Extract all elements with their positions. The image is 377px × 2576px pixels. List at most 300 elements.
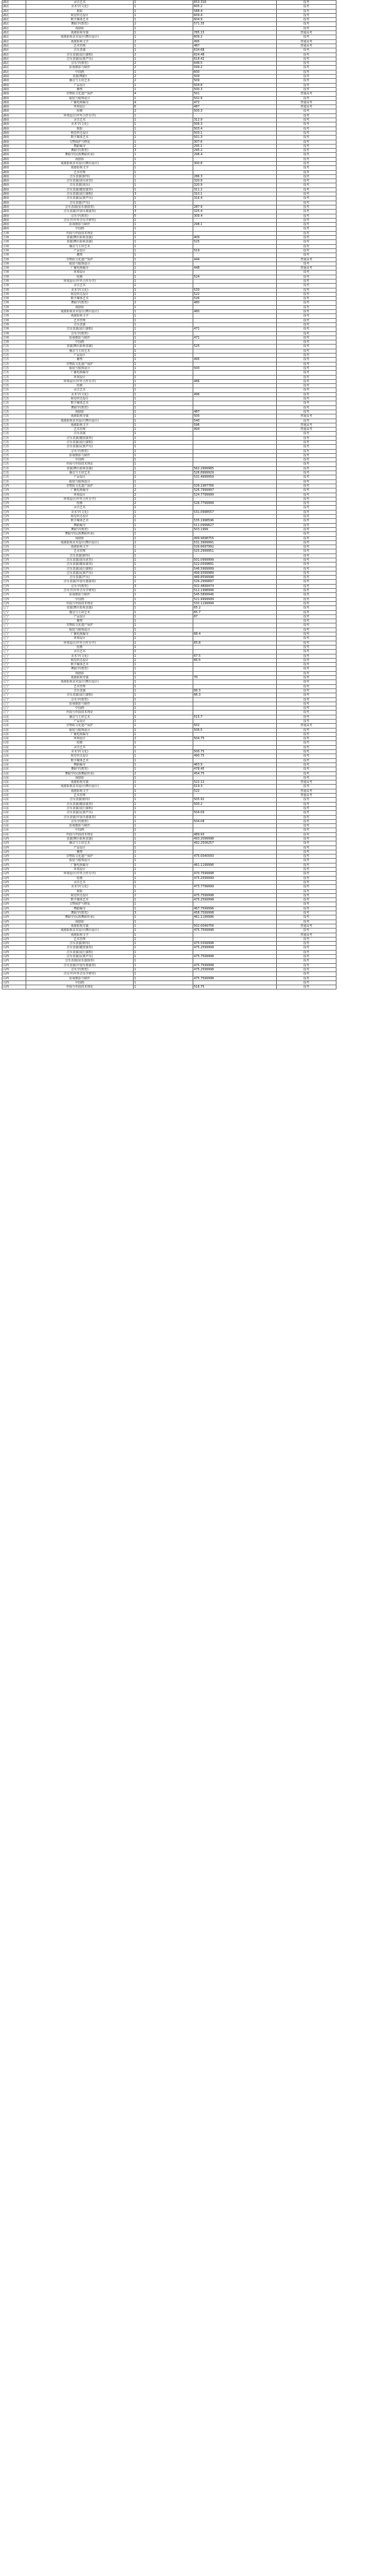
score-cell: 649.5 xyxy=(193,62,277,66)
admission-type-cell: 投考 xyxy=(277,236,336,240)
province-cell: 湖北 xyxy=(2,44,26,48)
major-cell: 表演(舞蹈) xyxy=(26,75,134,79)
quota-cell: 1 xyxy=(134,676,193,680)
major-cell: 戏剧影 xyxy=(26,26,134,30)
score-cell: 609.4 xyxy=(193,13,277,17)
table-row xyxy=(2,584,336,588)
score-cell: 609.2 xyxy=(193,35,277,39)
quota-cell: 1 xyxy=(134,183,193,187)
province-cell: 山东 xyxy=(2,815,26,819)
province-cell: 山东 xyxy=(2,828,26,832)
major-cell: 非物质文化遗产保护 xyxy=(26,362,134,366)
quota-cell: 1 xyxy=(134,70,193,74)
admission-type-cell: 普通高考 xyxy=(277,794,336,798)
quota-cell: 1 xyxy=(134,136,193,140)
admission-type-cell: 投考 xyxy=(277,462,336,466)
major-cell: 戏剧影 xyxy=(26,305,134,309)
score-cell: 525 xyxy=(193,240,277,244)
table-row xyxy=(2,340,336,345)
major-cell: 戏剧影视文学 xyxy=(26,314,134,318)
admission-type-cell: 投考 xyxy=(277,136,336,140)
score-cell: 475.7599998 xyxy=(193,963,277,967)
score-cell: 67 xyxy=(193,614,277,619)
quota-cell: 1 xyxy=(134,358,193,362)
table-row xyxy=(2,18,336,22)
score-cell xyxy=(193,458,277,462)
table-row xyxy=(2,39,336,44)
table-row xyxy=(2,794,336,798)
admission-type-cell: 投考 xyxy=(277,192,336,196)
admission-type-cell: 投考 xyxy=(277,270,336,275)
table-row xyxy=(2,336,336,340)
province-cell: 辽宁 xyxy=(2,632,26,637)
table-row xyxy=(2,405,336,410)
admission-type-cell: 投考 xyxy=(277,453,336,457)
admission-type-cell: 投考 xyxy=(277,819,336,823)
quota-cell: 5 xyxy=(134,214,193,218)
score-cell: 653.316 xyxy=(193,1,277,5)
quota-cell: 1 xyxy=(134,310,193,314)
admission-type-cell: 投考 xyxy=(277,218,336,222)
quota-cell: 1 xyxy=(134,929,193,933)
province-cell: 山西 xyxy=(2,837,26,841)
table-row xyxy=(2,484,336,488)
quota-cell: 1 xyxy=(134,767,193,771)
table-row xyxy=(2,754,336,758)
quota-cell: 1 xyxy=(134,920,193,924)
admission-type-cell: 投考 xyxy=(277,715,336,719)
quota-cell: 1 xyxy=(134,266,193,270)
table-row xyxy=(2,510,336,514)
table-row xyxy=(2,192,336,196)
province-cell: 吉林 xyxy=(2,257,26,262)
major-cell: 播音与主持艺术 xyxy=(26,715,134,719)
quota-cell: 1 xyxy=(134,732,193,736)
admission-type-cell: 投考 xyxy=(277,479,336,484)
table-row xyxy=(2,641,336,645)
score-cell xyxy=(193,462,277,466)
major-cell: 环境设计(中外合作办学) xyxy=(26,641,134,645)
province-cell: 吉林 xyxy=(2,318,26,322)
admission-type-cell: 投考 xyxy=(277,946,336,950)
admission-type-cell: 投考 xyxy=(277,732,336,736)
table-row xyxy=(2,183,336,187)
score-cell: 475.2599999 xyxy=(193,876,277,880)
major-cell: 戏剧影 xyxy=(26,157,134,161)
admission-type-cell: 投考 xyxy=(277,248,336,253)
quota-cell: 1 xyxy=(134,549,193,554)
province-cell: 江苏 xyxy=(2,445,26,449)
score-cell xyxy=(193,741,277,745)
score-cell xyxy=(193,388,277,392)
province-cell: 湖南 xyxy=(2,161,26,165)
quota-cell: 1 xyxy=(134,837,193,841)
major-cell: 环境设计(中外合作办学) xyxy=(26,872,134,876)
score-cell xyxy=(193,619,277,623)
score-cell: 475.5599998 xyxy=(193,942,277,946)
table-row xyxy=(2,279,336,284)
quota-cell: 1 xyxy=(134,96,193,100)
admission-type-cell: 投考 xyxy=(277,637,336,641)
score-cell: 490.75 xyxy=(193,754,277,758)
major-cell: 环境设计 xyxy=(26,637,134,641)
major-cell: 艺术管理 xyxy=(26,549,134,554)
province-cell: 山西 xyxy=(2,902,26,906)
province-cell: 山东 xyxy=(2,724,26,728)
quota-cell: 1 xyxy=(134,758,193,763)
major-cell: 舞蹈学(教育) xyxy=(26,405,134,410)
score-cell: 531.4999959 xyxy=(193,475,277,479)
province-cell: 山西 xyxy=(2,876,26,880)
quota-cell: 1 xyxy=(134,688,193,693)
quota-cell: 1 xyxy=(134,423,193,427)
table-row xyxy=(2,131,336,135)
admission-type-cell: 投考 xyxy=(277,506,336,510)
score-cell: 310.1 xyxy=(193,192,277,196)
table-row xyxy=(2,554,336,558)
quota-cell: 1 xyxy=(134,724,193,728)
score-cell: 535.1998596 xyxy=(193,519,277,523)
province-cell: 湖南 xyxy=(2,149,26,153)
admission-type-cell: 投考 xyxy=(277,244,336,248)
score-cell: 522 xyxy=(193,789,277,793)
major-cell: 艺术管理 xyxy=(26,937,134,941)
admission-type-cell: 投考 xyxy=(277,288,336,292)
quota-cell: 1 xyxy=(134,562,193,567)
admission-type-cell: 投考 xyxy=(277,798,336,802)
major-cell: 中国画 xyxy=(26,340,134,345)
province-cell: 山东 xyxy=(2,824,26,828)
quota-cell: 1 xyxy=(134,619,193,623)
score-cell: 604.9 xyxy=(193,18,277,22)
major-cell: 舞蹈学(民族舞蹈传承) xyxy=(26,771,134,776)
table-row xyxy=(2,166,336,170)
province-cell: 湖南 xyxy=(2,131,26,135)
score-cell xyxy=(193,732,277,736)
admission-type-cell: 投考 xyxy=(277,305,336,309)
quota-cell: 1 xyxy=(134,279,193,284)
admission-type-cell: 投考 xyxy=(277,554,336,558)
score-cell xyxy=(193,937,277,941)
major-cell: 录音艺术 xyxy=(26,880,134,884)
major-cell: 视觉传达设计 xyxy=(26,893,134,897)
province-cell: 辽宁 xyxy=(2,697,26,702)
table-row xyxy=(2,545,336,549)
table-row xyxy=(2,789,336,793)
major-cell: 舞蹈学(教育) xyxy=(26,527,134,531)
quota-cell: 2 xyxy=(134,540,193,545)
major-cell: 音乐表演(键盘演奏) xyxy=(26,436,134,440)
quota-cell: 1 xyxy=(134,196,193,201)
quota-cell: 1 xyxy=(134,780,193,785)
score-cell: 454.75 xyxy=(193,771,277,776)
score-cell: 499.9698755 xyxy=(193,536,277,540)
quota-cell: 1 xyxy=(134,458,193,462)
score-cell: 500 xyxy=(193,414,277,419)
quota-cell: 1 xyxy=(134,318,193,322)
score-cell xyxy=(193,824,277,828)
province-cell: 吉林 xyxy=(2,292,26,296)
major-cell: 音乐表演(民族声乐) xyxy=(26,445,134,449)
score-cell xyxy=(193,170,277,174)
table-row xyxy=(2,428,336,432)
table-row xyxy=(2,153,336,157)
admission-type-cell: 投考 xyxy=(277,654,336,658)
score-cell: 65.2 xyxy=(193,606,277,610)
table-row xyxy=(2,297,336,301)
score-cell xyxy=(193,663,277,667)
table-row xyxy=(2,388,336,392)
score-cell xyxy=(193,868,277,872)
admission-type-cell: 投考 xyxy=(277,519,336,523)
admission-type-cell: 投考 xyxy=(277,502,336,506)
quota-cell: 1 xyxy=(134,946,193,950)
admission-type-cell: 投考 xyxy=(277,584,336,588)
score-cell: 504.75 xyxy=(193,737,277,741)
province-cell: 湖南 xyxy=(2,79,26,83)
score-cell: 511.0999627 xyxy=(193,523,277,527)
province-cell: 山西 xyxy=(2,846,26,850)
score-cell xyxy=(193,645,277,649)
table-row xyxy=(2,567,336,571)
admission-type-cell: 投考 xyxy=(277,815,336,819)
table-row xyxy=(2,536,336,540)
admission-type-cell: 普通高考 xyxy=(277,423,336,427)
province-cell: 山西 xyxy=(2,959,26,963)
quota-cell: 2 xyxy=(134,22,193,26)
quota-cell: 2 xyxy=(134,144,193,148)
major-cell: 戏剧影视导演 xyxy=(26,31,134,35)
admission-type-cell: 投考 xyxy=(277,362,336,366)
major-cell: 视觉传达设计 xyxy=(26,515,134,519)
quota-cell: 1 xyxy=(134,527,193,531)
table-row xyxy=(2,519,336,523)
table-row xyxy=(2,540,336,545)
table-row xyxy=(2,87,336,91)
province-cell: 江苏 xyxy=(2,462,26,466)
score-cell: 515.7 xyxy=(193,715,277,719)
province-cell: 湖南 xyxy=(2,127,26,131)
score-cell: 480 xyxy=(193,301,277,305)
province-cell: 山东 xyxy=(2,745,26,749)
province-cell: 江苏 xyxy=(2,353,26,358)
score-cell xyxy=(193,279,277,284)
quota-cell: 1 xyxy=(134,959,193,963)
province-cell: 湖北 xyxy=(2,22,26,26)
quota-cell: 1 xyxy=(134,153,193,157)
quota-cell: 1 xyxy=(134,275,193,279)
province-cell: 江苏 xyxy=(2,423,26,427)
table-row xyxy=(2,179,336,183)
admission-type-cell: 投考 xyxy=(277,885,336,889)
quota-cell: 1 xyxy=(134,187,193,192)
table-row xyxy=(2,549,336,554)
score-cell xyxy=(193,201,277,205)
score-cell xyxy=(193,697,277,702)
admission-type-cell: 投考 xyxy=(277,449,336,453)
quota-cell: 3 xyxy=(134,149,193,153)
quota-cell: 1 xyxy=(134,253,193,257)
admission-type-cell: 投考 xyxy=(277,83,336,87)
province-cell: 辽宁 xyxy=(2,688,26,693)
quota-cell: 1 xyxy=(134,906,193,911)
quota-cell: 1 xyxy=(134,122,193,127)
score-cell xyxy=(193,506,277,510)
quota-cell: 1 xyxy=(134,706,193,711)
table-row xyxy=(2,475,336,479)
score-cell: 480 xyxy=(193,310,277,314)
major-cell: 服装与服饰设计 xyxy=(26,628,134,632)
province-cell: 江西 xyxy=(2,540,26,545)
major-cell: 作曲与作曲技术理论 xyxy=(26,711,134,715)
admission-type-cell: 投考 xyxy=(277,210,336,214)
admission-type-cell: 投考 xyxy=(277,131,336,135)
admission-type-cell: 投考 xyxy=(277,676,336,680)
province-cell: 山西 xyxy=(2,906,26,911)
admission-type-cell: 投考 xyxy=(277,170,336,174)
province-cell: 江苏 xyxy=(2,405,26,410)
province-cell: 山东 xyxy=(2,811,26,815)
table-row xyxy=(2,802,336,806)
score-cell: 503.4 xyxy=(193,127,277,131)
score-cell: 599.2 xyxy=(193,66,277,70)
table-row xyxy=(2,942,336,946)
major-cell: 戏剧影视文学 xyxy=(26,166,134,170)
table-row xyxy=(2,527,336,531)
table-row xyxy=(2,850,336,854)
score-cell: 525 xyxy=(193,345,277,349)
table-row xyxy=(2,70,336,74)
province-cell: 江苏 xyxy=(2,432,26,436)
score-cell xyxy=(193,218,277,222)
major-cell: 戏剧影视文学 xyxy=(26,789,134,793)
score-cell: 501 xyxy=(193,92,277,96)
major-cell: 舞蹈学(教育) xyxy=(26,301,134,305)
quota-cell: 1 xyxy=(134,536,193,540)
province-cell: 湖南 xyxy=(2,214,26,218)
province-cell: 湖南 xyxy=(2,210,26,214)
quota-cell: 1 xyxy=(134,702,193,706)
major-cell: 音乐学(中外音乐学研究) xyxy=(26,972,134,976)
score-cell: 526.7799999 xyxy=(193,502,277,506)
quota-cell: 1 xyxy=(134,471,193,475)
admission-type-cell: 投考 xyxy=(277,841,336,846)
quota-cell: 1 xyxy=(134,915,193,920)
admission-type-cell: 投考 xyxy=(277,650,336,654)
major-cell: 环境设计(中外合作办学) xyxy=(26,497,134,501)
major-cell: 戏剧影视文学 xyxy=(26,423,134,427)
admission-type-cell: 投考 xyxy=(277,340,336,345)
score-cell: 499.9399989 xyxy=(193,571,277,575)
admission-type-cell: 投考 xyxy=(277,488,336,493)
table-row xyxy=(2,967,336,972)
province-cell: 湖南 xyxy=(2,179,26,183)
admission-type-cell: 普通高考 xyxy=(277,92,336,96)
major-cell: 舞蹈学(教育) xyxy=(26,22,134,26)
table-row xyxy=(2,667,336,671)
province-cell: 江西 xyxy=(2,493,26,497)
admission-type-cell: 投考 xyxy=(277,279,336,284)
score-cell: 505.92 xyxy=(193,798,277,802)
province-cell: 江苏 xyxy=(2,349,26,353)
table-row xyxy=(2,933,336,937)
major-cell: 戏剧影 xyxy=(26,410,134,414)
score-cell: 526.6697992 xyxy=(193,545,277,549)
quota-cell: 1 xyxy=(134,401,193,405)
major-cell: 录音艺术 xyxy=(26,745,134,749)
province-cell: 湖南 xyxy=(2,170,26,174)
quota-cell: 1 xyxy=(134,558,193,562)
quota-cell: 1 xyxy=(134,292,193,296)
province-cell: 江苏 xyxy=(2,362,26,366)
table-row xyxy=(2,628,336,632)
major-cell: 音乐表演 xyxy=(26,48,134,53)
admission-type-cell: 投考 xyxy=(277,889,336,893)
admission-type-cell: 投考 xyxy=(277,846,336,850)
quota-cell: 1 xyxy=(134,410,193,414)
score-cell: 526 xyxy=(193,297,277,301)
major-cell: 广播电视编导 xyxy=(26,863,134,867)
major-cell: 视觉传达设计 xyxy=(26,658,134,662)
table-row xyxy=(2,419,336,423)
quota-cell: 1 xyxy=(134,515,193,519)
province-cell: 江苏 xyxy=(2,449,26,453)
province-cell: 辽宁 xyxy=(2,650,26,654)
table-row xyxy=(2,136,336,140)
province-cell: 江苏 xyxy=(2,379,26,383)
province-cell: 湖南 xyxy=(2,140,26,144)
table-row xyxy=(2,785,336,789)
province-cell: 江西 xyxy=(2,488,26,493)
major-cell: 音乐表演(键盘演奏) xyxy=(26,802,134,806)
major-cell: 戏剧影视文学 xyxy=(26,39,134,44)
major-cell: 音乐表演(流行演唱) xyxy=(26,327,134,331)
table-row xyxy=(2,466,336,471)
score-cell: 471 xyxy=(193,327,277,331)
major-cell: 环境设计 xyxy=(26,375,134,379)
admission-type-cell: 投考 xyxy=(277,392,336,396)
major-cell: 作曲与作曲技术理论 xyxy=(26,462,134,466)
major-cell: 环境设计 xyxy=(26,868,134,872)
admission-type-cell: 投考 xyxy=(277,445,336,449)
province-cell: 辽宁 xyxy=(2,645,26,649)
quota-cell: 2 xyxy=(134,893,193,897)
table-row xyxy=(2,902,336,906)
province-cell: 湖北 xyxy=(2,9,26,13)
province-cell: 辽宁 xyxy=(2,637,26,641)
province-cell: 湖南 xyxy=(2,105,26,109)
table-row xyxy=(2,362,336,366)
score-cell xyxy=(193,244,277,248)
score-cell: 295.2 xyxy=(193,149,277,153)
table-row xyxy=(2,31,336,35)
province-cell: 湖南 xyxy=(2,227,26,231)
admission-type-cell: 投考 xyxy=(277,122,336,127)
major-cell: 产品设计 xyxy=(26,248,134,253)
admission-type-cell: 普通高考 xyxy=(277,257,336,262)
quota-cell: 1 xyxy=(134,697,193,702)
score-cell: 509 xyxy=(193,75,277,79)
table-row xyxy=(2,161,336,165)
table-row xyxy=(2,397,336,401)
province-cell: 江苏 xyxy=(2,392,26,396)
province-cell: 山西 xyxy=(2,915,26,920)
province-cell: 江西 xyxy=(2,562,26,567)
major-cell: 表演(舞台影视表演) xyxy=(26,240,134,244)
score-cell: 502.9 xyxy=(193,96,277,100)
province-cell: 山西 xyxy=(2,859,26,863)
quota-cell: 1 xyxy=(134,262,193,266)
